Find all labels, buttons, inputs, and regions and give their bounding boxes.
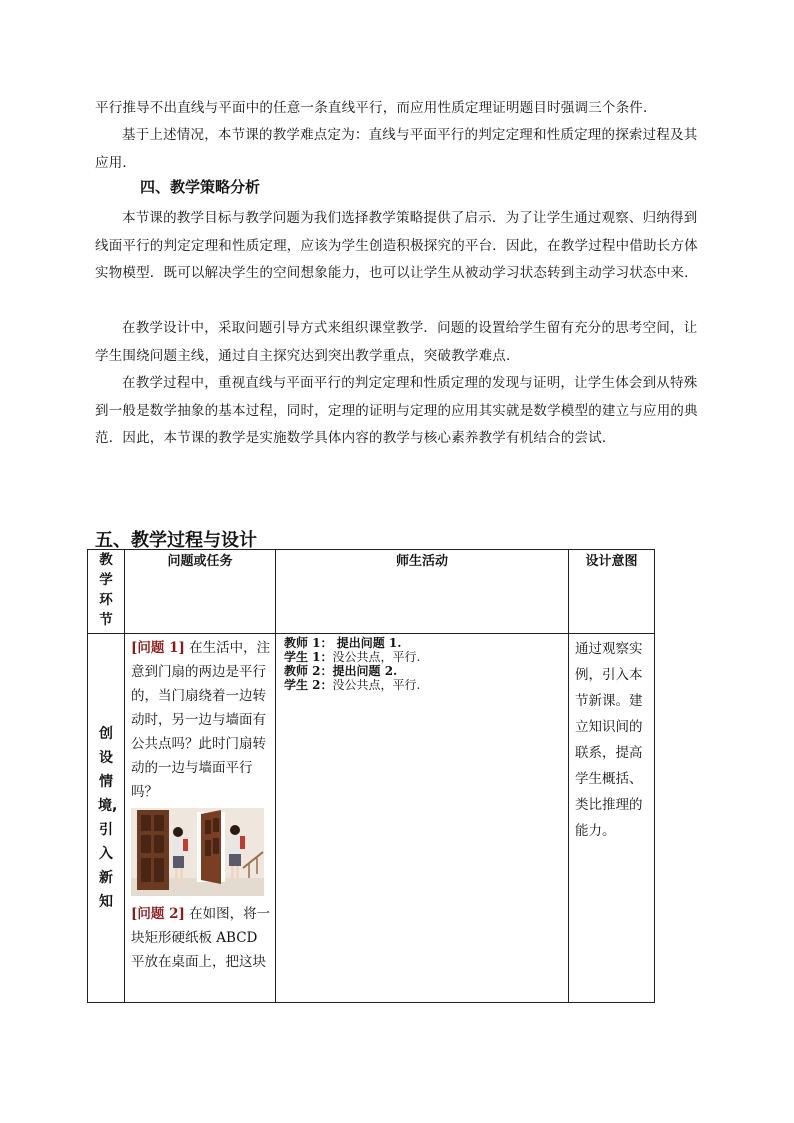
activity-line: 教师 2：提出问题 2. bbox=[284, 664, 398, 678]
task-cell bbox=[125, 634, 276, 1003]
header-intent: 设计意图 bbox=[569, 550, 655, 634]
question-2-tag: [问题 2] bbox=[131, 906, 185, 922]
door-and-girl-illustration bbox=[131, 808, 264, 896]
header-activity: 师生活动 bbox=[276, 550, 569, 634]
intent-cell bbox=[569, 634, 655, 1003]
paragraph-4: 在教学设计中，采取问题引导方式来组织课堂教学．问题的设置给学生留有充分的思考空间，让学生围绕问题主线，通过自主探究达到突出教学重点，突破教学难点． bbox=[95, 320, 698, 364]
illustration-svg bbox=[131, 808, 264, 896]
stage-cell bbox=[88, 634, 125, 1003]
question-2 bbox=[131, 902, 271, 974]
design-intent-text: 通过观察实例，引入本节新课。建立知识间的联系，提高学生概括、类比推理的能力。 bbox=[575, 641, 643, 839]
header-stage-char: 教 bbox=[99, 552, 113, 568]
table-row bbox=[88, 634, 655, 1003]
stage-char: 新 bbox=[99, 870, 113, 886]
question-1-tag: [问题 1] bbox=[131, 640, 185, 656]
question-2-text: 在如图，将一块矩形硬纸板 ABCD 平放在桌面上，把这块 bbox=[131, 906, 271, 970]
stage-char: , bbox=[112, 798, 118, 814]
heading-section-4: 四、教学策略分析 bbox=[140, 178, 261, 196]
paragraph-2: 基于上述情况，本节课的教学难点定为：直线与平面平行的判定定理和性质定理的探索过程及其应用． bbox=[95, 127, 698, 171]
activity-line: 学生 2：没公共点，平行. bbox=[284, 678, 421, 692]
activity-cell bbox=[276, 634, 569, 1003]
stage-char: 情 bbox=[99, 774, 113, 790]
table-header-row bbox=[88, 550, 655, 634]
stage-char: 引 bbox=[99, 822, 113, 838]
heading-section-5: 五、教学过程与设计 bbox=[95, 530, 257, 551]
paragraph-3: 本节课的教学目标与教学问题为我们选择教学策略提供了启示．为了让学生通过观察、归纳得到线面平行的判定定理和性质定理，应该为学生创造积极探究的平台．因此，在教学过程中借助长方体实物模型．既可以解决学生的空间想象能力，也可以让学生从被动学习状态转到主动学习状态中来． bbox=[95, 210, 698, 281]
activity-line: 学生 1：没公共点，平行. bbox=[284, 650, 421, 664]
stage-char: 知 bbox=[99, 894, 113, 910]
header-stage bbox=[88, 550, 125, 634]
stage-char: 创 bbox=[99, 726, 113, 742]
header-stage-char: 环 bbox=[99, 592, 113, 608]
header-stage-char: 节 bbox=[99, 612, 113, 628]
stage-char: 入 bbox=[99, 846, 113, 862]
stage-char: 境 bbox=[98, 798, 112, 814]
header-task: 问题或任务 bbox=[125, 550, 276, 634]
question-1-text: 在生活中，注意到门扇的两边是平行的，当门扇绕着一边转动时，另一边与墙面有公共点吗？此时门扇转动的一边与墙面平行吗？ bbox=[131, 640, 271, 800]
lesson-design-table bbox=[87, 549, 655, 1003]
header-stage-char: 学 bbox=[99, 572, 113, 588]
paragraph-5: 在教学过程中，重视直线与平面平行的判定定理和性质定理的发现与证明，让学生体会到从特殊到一般是数学抽象的基本过程，同时，定理的证明与定理的应用其实就是数学模型的建立与应用的典范．因此，本节课的教学是实施数学具体内容的教学与核心素养教学有机结合的尝试． bbox=[95, 375, 698, 446]
question-1 bbox=[131, 636, 271, 804]
paragraph-1: 平行推导不出直线与平面中的任意一条直线平行，而应用性质定理证明题目时强调三个条件． bbox=[95, 100, 657, 116]
activity-line: 教师 1： 提出问题 1. bbox=[284, 636, 402, 650]
stage-char: 设 bbox=[99, 750, 113, 766]
